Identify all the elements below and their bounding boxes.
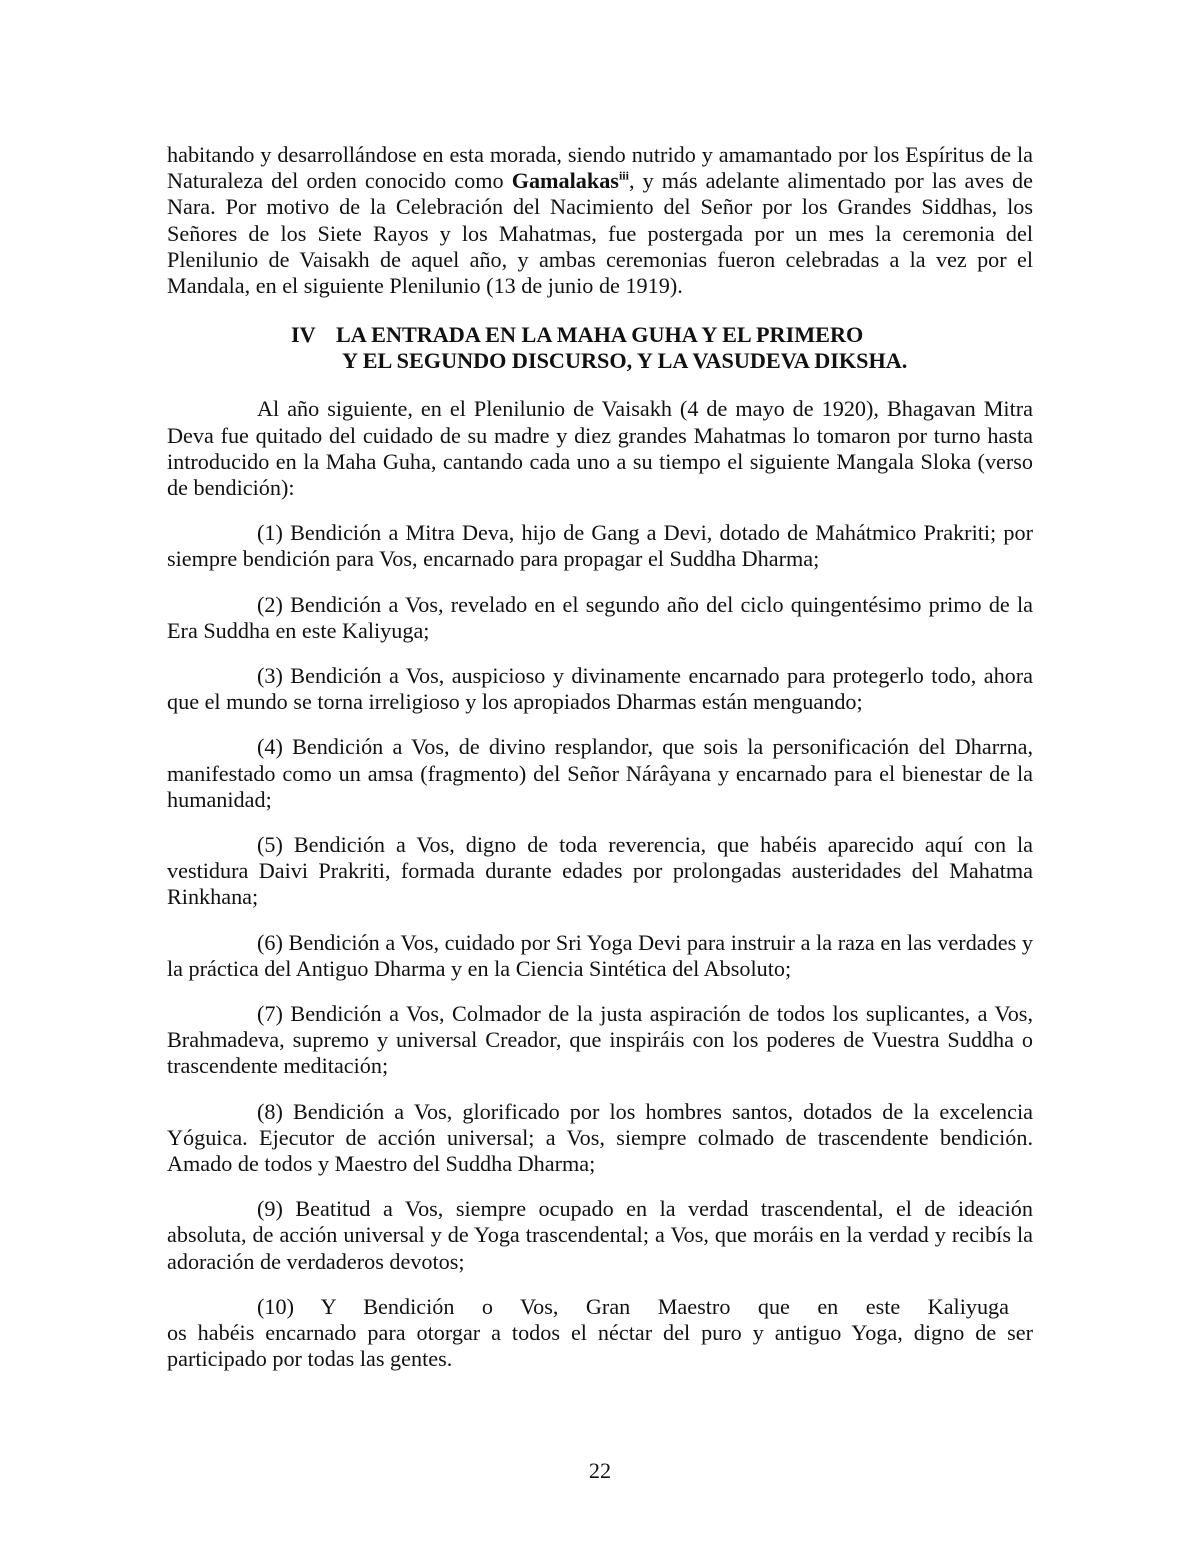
page-body (167, 142, 1033, 1373)
verse-2: (2) Bendición a Vos, revelado en el segundo año del ciclo quingentésimo primo de la Era Suddha en este Kaliyuga; (167, 591, 1033, 643)
verse-5: (5) Bendición a Vos, digno de toda reverencia, que habéis aparecido aquí con la vestidura Daivi Prakriti, formada durante edades por prolongadas austeridades del Mahatma Rinkhana; (167, 832, 1033, 910)
main-paragraph: Al año siguiente, en el Plenilunio de Vaisakh (4 de mayo de 1920), Bhagavan Mitra Deva fue quitado del cuidado de su madre y diez grandes Mahatmas lo tomaron por turno hasta introducido en la Maha Guha, cantando cada uno a su tiempo el siguiente Mangala Sloka (verso de bendición): (167, 396, 1033, 501)
verse-10-line-1: (10) Y Bendición o Vos, Gran Maestro que en este Kaliyuga (257, 1293, 1009, 1319)
verse-9: (9) Beatitud a Vos, siempre ocupado en la verdad trascendental, el de ideación absoluta, de acción universal y de Yoga trascendental; a Vos, que moráis en la verdad y recibís la adoración de verdaderos devotos; (167, 1196, 1033, 1274)
footnote-ref[interactable]: iii (618, 168, 629, 183)
section-number: IV (291, 322, 316, 348)
section-heading (167, 322, 1033, 373)
verse-4: (4) Bendición a Vos, de divino resplandor, que sois la personificación del Dharrna, manifestado como un amsa (fragmento) del Señor Nárâyana y encarnado para el bienestar de la humanidad; (167, 734, 1033, 812)
intro-text-end: , y más adelante alimentado por las aves de Nara. Por motivo de la Celebración del Nacimiento del Señor por los Grandes Siddhas, los Señores de los Siete Rayos y los Mahatmas, fue postergada por un mes la ceremonia del Plenilunio de Vaisakh de aquel año, y ambas ceremonias fueron celebradas a la vez por el Mandala, en el siguiente Plenilunio (13 de junio de 1919). (167, 168, 1033, 299)
verse-7: (7) Bendición a Vos, Colmador de la justa aspiración de todos los suplicantes, a Vos, Brahmadeva, supremo y universal Creador, que inspiráis con los poderes de Vuestra Suddha o trascendente meditación; (167, 1001, 1033, 1079)
term-gamalakas: Gamalakas (511, 168, 619, 194)
intro-text-start: habitando y desarrollándose en esta morada, siendo nutrido y amamantado por los Espíritus de la Naturaleza del orden conocido como (167, 142, 1033, 194)
heading-line-1 (167, 322, 1033, 348)
page-number: 22 (588, 1458, 612, 1483)
verse-10-rest: os habéis encarnado para otorgar a todos el néctar del puro y antiguo Yoga, digno de ser participado por todas las gentes. (167, 1320, 1033, 1372)
heading-line-2: Y EL SEGUNDO DISCURSO, Y LA VASUDEVA DIKSHA. (342, 347, 908, 373)
verse-10 (167, 1294, 1033, 1373)
verse-3: (3) Bendición a Vos, auspicioso y divinamente encarnado para protegerlo todo, ahora que el mundo se torna irreligioso y los apropiados Dharmas están menguando; (167, 663, 1033, 715)
verse-1: (1) Bendición a Mitra Deva, hijo de Gang a Devi, dotado de Mahátmico Prakriti; por siempre bendición para Vos, encarnado para propagar el Suddha Dharma; (167, 520, 1033, 572)
verse-8: (8) Bendición a Vos, glorificado por los hombres santos, dotados de la excelencia Yóguica. Ejecutor de acción universal; a Vos, siempre colmado de trascendente bendición. Amado de todos y Maestro del Suddha Dharma; (167, 1098, 1033, 1177)
intro-paragraph (167, 142, 1033, 299)
heading-text-1: LA ENTRADA EN LA MAHA GUHA Y EL PRIMERO (336, 322, 864, 348)
verse-6: (6) Bendición a Vos, cuidado por Sri Yoga Devi para instruir a la raza en las verdades y la práctica del Antiguo Dharma y en la Ciencia Sintética del Absoluto; (167, 929, 1033, 981)
